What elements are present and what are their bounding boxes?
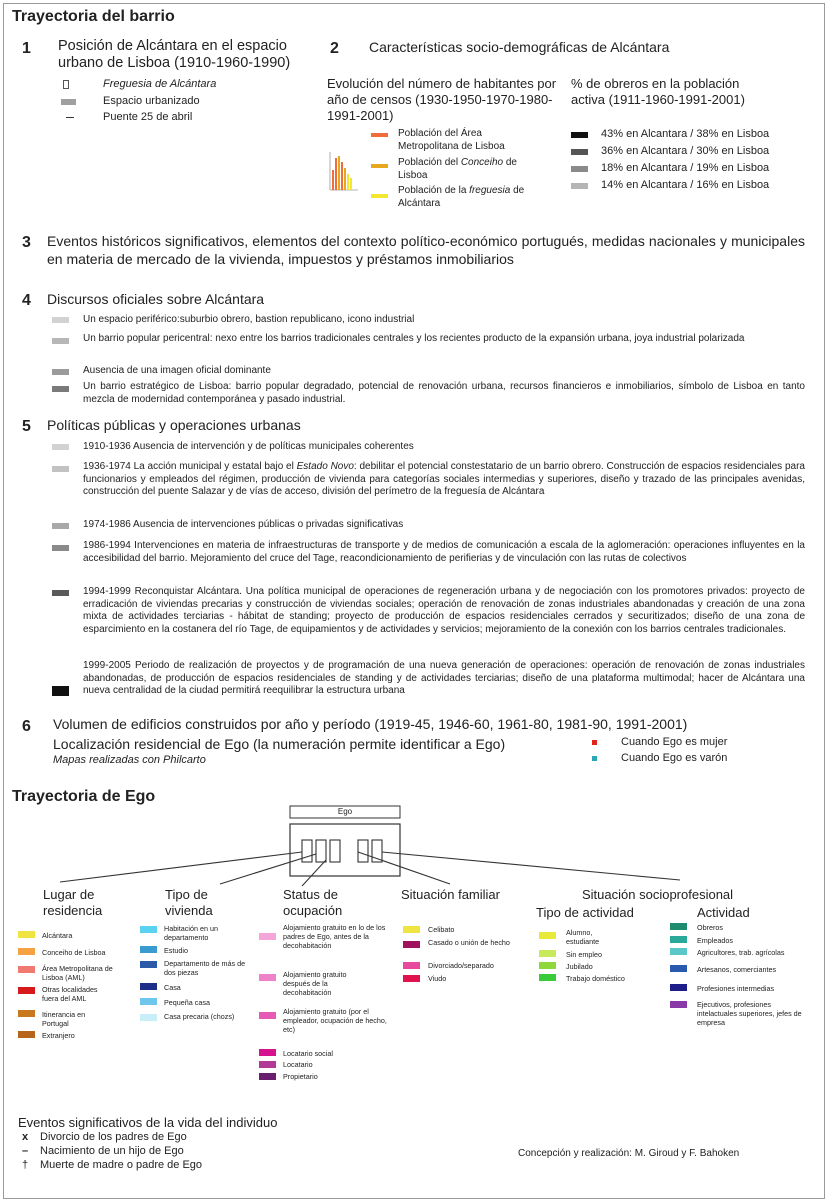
obreros-swatch (571, 166, 588, 172)
bridge-line-symbol (66, 117, 74, 118)
ego-box-label: Ego (337, 807, 353, 816)
status-label: Alojamiento gratuito (por el empleador, ocupación de hecho, etc) (283, 1007, 387, 1034)
socio-tipo-swatch (539, 932, 556, 939)
tipo-swatch (140, 946, 157, 953)
tipo-label: Pequeña casa (164, 998, 210, 1007)
evento-label: Nacimiento de un hijo de Ego (40, 1145, 184, 1157)
socio-act-swatch (670, 948, 687, 955)
socio-tipo-swatch (539, 974, 556, 981)
s5-item: 1999-2005 Periodo de realización de proyectos y de programación de una nueva generación de operaciones: operación de renovación de zonas industriales abandonadas, de producción de espacios residenciales de standing y de actividades terciarias; diseño de una plataforma multimodal; hacer de Alcántara una nueva centralidad de la ciudad permitirá reequilibrar la estructura urbana (83, 660, 805, 696)
evento-label: Muerte de madre o padre de Ego (40, 1159, 203, 1171)
population-bar-chart-icon (328, 150, 360, 192)
obreros-label: 36% en Alcantara / 30% en Lisboa (601, 145, 770, 157)
obreros-title: % de obreros en la población activa (1911-1960-1991-2001) (571, 76, 745, 107)
ego-mujer-label: Cuando Ego es mujer (621, 736, 728, 748)
freguesia-symbol (63, 80, 69, 89)
lugar-swatch (18, 931, 35, 938)
s4-swatch (52, 317, 69, 323)
obreros-label: 18% en Alcantara / 19% en Lisboa (601, 162, 770, 174)
status-swatch (259, 1061, 276, 1068)
s5-item: 1994-1999 Reconquistar Alcántara. Una política municipal de operaciones de regeneración urbana y de negociación con los promotores privados: proyecto de erradicación de viviendas precarias y construcción de viviendas sociales; operación de renovación de zonas industriales abandonadas y creación de una zona mixta de actividades terciarias - hábitat de standing; proyecto de producción de espacios residenciales cerrados y securitizados; diseño de una zona de esparcimiento en la costanera del río Tage, de equipamientos y de actividades y servicios; mejoramiento de la conexión con los barrios centrales tradicionales. (83, 586, 805, 635)
s1-title: Posición de Alcántara en el espacio urbano de Lisboa (1910-1960-1990) (58, 38, 291, 71)
s4-swatch (52, 338, 69, 344)
status-title: Status de ocupación (283, 887, 343, 918)
s6-maps: Mapas realizadas con Philcarto (53, 754, 206, 766)
s1-legend-item: Puente 25 de abril (103, 111, 193, 123)
evo-swatch (371, 133, 388, 137)
status-label: Alojamiento gratuito después de la decohabitación (283, 970, 347, 997)
tipo-swatch (140, 926, 157, 933)
credit-text: Concepción y realización: M. Giroud y F. Bahoken (518, 1148, 740, 1159)
evo-legend-label: Población del Área Metropolitana de Lisboa (398, 128, 505, 152)
familiar-label: Viudo (428, 974, 447, 983)
status-swatch (259, 974, 276, 981)
socio-tipo-label: Alumno, estudiante (566, 928, 600, 946)
ego-mujer-swatch (592, 740, 597, 745)
s2-number: 2 (330, 40, 339, 57)
ego-title: Trayectoria de Ego (12, 788, 156, 805)
s6-number: 6 (22, 718, 31, 735)
evo-legend-text: Población del (398, 157, 461, 168)
s1-number: 1 (22, 40, 31, 57)
evo-legend-em: freguesia (469, 185, 511, 196)
s5-item: 1974-1986 Ausencia de intervenciones públicas o privadas significativas (83, 519, 404, 530)
eventos-title: Eventos significativos de la vida del individuo (18, 1115, 278, 1130)
tipo-label: Departamento de más de dos piezas (164, 959, 246, 977)
evo-legend-text: Población de la (398, 185, 470, 196)
socio-act-label: Empleados (697, 936, 733, 945)
status-swatch (259, 1012, 276, 1019)
socio-act-label: Obreros (697, 923, 723, 932)
s1-legend-item: Freguesia de Alcántara (103, 78, 217, 90)
s5-swatch (52, 590, 69, 596)
ego-varon-swatch (592, 756, 597, 761)
s6-title: Volumen de edificios construidos por año y período (1919-45, 1946-60, 1961-80, 1981-90, 1991-2001) (53, 716, 688, 732)
evo-swatch (371, 164, 388, 168)
s4-item: Un espacio periférico:suburbio obrero, bastion republicano, icono industrial (83, 314, 415, 325)
familiar-label: Casado o unión de hecho (428, 938, 510, 947)
s3-text: Eventos históricos significativos, elementos del contexto político-económico portugués, medidas nacionales y municipales en materia de mercado de la vivienda, impuestos y préstamos inmobiliarios (47, 233, 805, 267)
obreros-swatch (571, 132, 588, 138)
status-label: Locatario social (283, 1049, 333, 1058)
socio-act-swatch (670, 923, 687, 930)
tipo-swatch (140, 1014, 157, 1021)
status-label: Alojamiento gratuito en lo de los padres de Ego, antes de la decohabitación (283, 923, 386, 950)
obreros-label: 43% en Alcantara / 38% en Lisboa (601, 128, 770, 140)
s5-swatch (52, 523, 69, 529)
evento-label: Divorcio de los padres de Ego (40, 1131, 187, 1143)
s4-item: Ausencia de una imagen oficial dominante (83, 365, 271, 376)
status-label: Propietario (283, 1072, 318, 1081)
s5-swatch (52, 466, 69, 472)
ego-cell (302, 840, 312, 862)
lugar-label: Otras localidades fuera del AML (42, 985, 98, 1003)
s4-title: Discursos oficiales sobre Alcántara (47, 291, 265, 307)
tipo-label: Casa (164, 983, 181, 992)
socio-act-label: Profesiones intermedias (697, 984, 775, 993)
socio-act-label: Ejecutivos, profesiones intelactuales superiores, jefes de empresa (697, 1000, 802, 1027)
status-swatch (259, 933, 276, 940)
urban-area-swatch (61, 99, 76, 105)
s5-swatch (52, 686, 69, 696)
tipo-label: Casa precaria (chozs) (164, 1012, 235, 1021)
status-swatch (259, 1049, 276, 1056)
lugar-title: Lugar de residencia (43, 887, 103, 918)
tipo-swatch (140, 998, 157, 1005)
tipo-label: Habitación en un departamento (164, 924, 218, 942)
obreros-label: 14% en Alcantara / 16% en Lisboa (601, 179, 770, 191)
ego-cell (358, 840, 368, 862)
socio-act-label: Agricultores, trab. agrícolas (697, 948, 785, 957)
evo-title: Evolución del número de habitantes por año de censos (1930-1950-1970-1980-1991-2001) (327, 76, 557, 123)
tipo-title: Tipo de vivienda (165, 887, 213, 918)
socio-act-swatch (670, 1001, 687, 1008)
s5-swatch (52, 444, 69, 450)
s5-item-text: : debilitar el potencial constestatario de un barrio obrero. Construcción de espacios residenciales para funcionarios y empleados del régimen, producción de vivienda para categorías sociales intermedias y superiores, diseño y trazado de las principales avenidas, construcción del puente Salazar y de vías de acceso, división del perímetro de la freguesía de Alcántara (83, 461, 805, 497)
lugar-label: Área Metropolitana de Lisboa (AML) (42, 964, 113, 982)
socio-act-title: Actividad (697, 905, 750, 920)
lugar-label: Extranjero (42, 1031, 75, 1040)
death-symbol: † (21, 1159, 29, 1171)
tipo-label: Estudio (164, 946, 188, 955)
obreros-swatch (571, 149, 588, 155)
familiar-title: Situación familiar (401, 887, 500, 902)
lugar-label: Alcántara (42, 931, 73, 940)
evo-legend-text: de Lisboa (398, 157, 517, 181)
lugar-swatch (18, 987, 35, 994)
s4-item: Un barrio popular pericentral: nexo entre los barrios tradicionales centrales y los recientes producto de la expansión urbana, joya industrial polarizada (83, 333, 745, 344)
evo-legend-label (398, 157, 548, 182)
ego-varon-label: Cuando Ego es varón (621, 752, 728, 764)
evo-legend-em: Conceiho (460, 157, 504, 168)
barrio-title: Trayectoria del barrio (12, 8, 175, 25)
socio-tipo-title: Tipo de actividad (536, 905, 634, 920)
tipo-swatch (140, 961, 157, 968)
estado-novo-em: Estado Novo (296, 461, 354, 472)
s5-swatch (52, 545, 69, 551)
socio-act-label: Artesanos, comerciantes (697, 965, 777, 974)
s4-item: Un barrio estratégico de Lisboa: barrio popular degradado, potencial de renovación urbana, recursos financieros e inmobiliarios, símbolo de Lisboa en tanto mezcla de modernidad contemporánea y pasado industrial. (83, 381, 805, 405)
familiar-swatch (403, 975, 420, 982)
lugar-swatch (18, 1010, 35, 1017)
evo-legend-label (398, 185, 548, 210)
s5-item-text: 1936-1974 La acción municipal y estatal bajo el (83, 461, 297, 472)
s4-swatch (52, 386, 69, 392)
evo-swatch (371, 194, 388, 198)
tipo-swatch (140, 983, 157, 990)
lugar-swatch (18, 948, 35, 955)
socio-tipo-swatch (539, 950, 556, 957)
ego-cell (330, 840, 340, 862)
familiar-label: Celibato (428, 925, 455, 934)
familiar-swatch (403, 962, 420, 969)
socio-tipo-label: Trabajo doméstico (566, 974, 625, 983)
s5-number: 5 (22, 418, 31, 435)
socio-title: Situación socioprofesional (582, 887, 734, 902)
evo-legend-text: de Alcántara (398, 185, 525, 209)
lugar-swatch (18, 1031, 35, 1038)
familiar-label: Divorciado/separado (428, 961, 494, 970)
s6-loc: Localización residencial de Ego (la numeración permite identificar a Ego) (53, 736, 506, 752)
birth-symbol: – (21, 1145, 29, 1157)
s5-item: 1986-1994 Intervenciones en materia de infraestructuras de transporte y de medios de comunicación a escala de la aglomeración: operaciones influyentes en la accesibilidad del barrio. Mejoramiento del cruce del Tage, reacondicionamiento de perifierias y de vinculación con las rutas de colectivos (83, 540, 805, 564)
s3-number: 3 (22, 234, 31, 251)
lugar-label: Itinerancia en Portugal (42, 1010, 86, 1028)
socio-tipo-swatch (539, 962, 556, 969)
s5-title: Políticas públicas y operaciones urbanas (47, 417, 301, 433)
socio-act-swatch (670, 936, 687, 943)
status-label: Locatario (283, 1060, 313, 1069)
s1-legend-item: Espacio urbanizado (103, 95, 200, 107)
divorce-symbol: x (21, 1131, 29, 1143)
socio-act-swatch (670, 984, 687, 991)
socio-act-swatch (670, 965, 687, 972)
ego-cell (316, 840, 326, 862)
familiar-swatch (403, 941, 420, 948)
s5-item: 1910-1936 Ausencia de intervención y de políticas municipales coherentes (83, 441, 414, 452)
s4-number: 4 (22, 292, 31, 309)
socio-tipo-label: Sin empleo (566, 950, 602, 959)
familiar-swatch (403, 926, 420, 933)
lugar-label: Conceiho de Lisboa (42, 948, 106, 957)
socio-tipo-label: Jubilado (566, 962, 593, 971)
obreros-swatch (571, 183, 588, 189)
s4-swatch (52, 369, 69, 375)
s5-item (83, 461, 805, 499)
s2-title: Características socio-demográficas de Alcántara (369, 39, 670, 55)
status-swatch (259, 1073, 276, 1080)
lugar-swatch (18, 966, 35, 973)
